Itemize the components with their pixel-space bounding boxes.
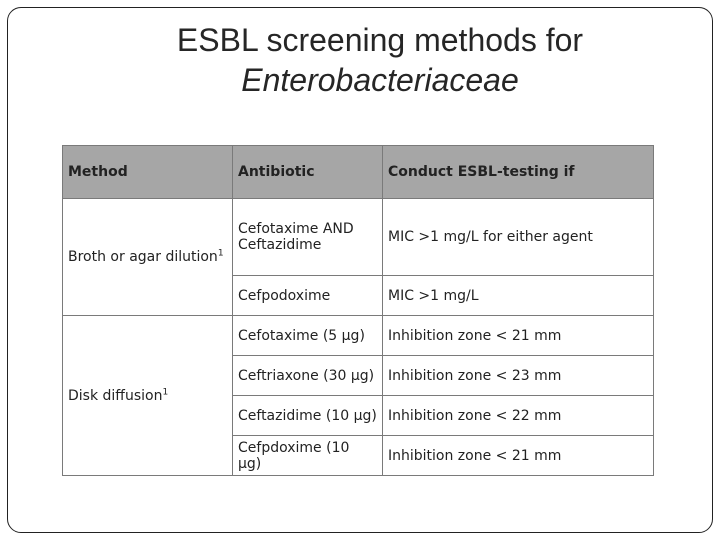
criterion-cell: Inhibition zone < 21 mm [383,316,654,356]
criterion-cell: MIC >1 mg/L [383,276,654,316]
antibiotic-cell: Cefotaxime (5 µg) [233,316,383,356]
table-header-row [63,146,654,199]
title-line-2: Enterobacteriaceae [241,62,519,98]
slide-title [0,20,720,100]
antibiotic-cell: Cefotaxime AND Ceftazidime [233,199,383,276]
header-method: Method [63,146,233,199]
method-label: Disk diffusion [68,387,163,404]
antibiotic-cell: Ceftazidime (10 µg) [233,396,383,436]
table-row [63,199,654,276]
table-row [63,316,654,356]
method-cell-disk [63,316,233,476]
criterion-cell: Inhibition zone < 22 mm [383,396,654,436]
criterion-cell: Inhibition zone < 21 mm [383,436,654,476]
method-cell-dilution [63,199,233,316]
antibiotic-cell: Cefpodoxime [233,276,383,316]
esbl-screening-table [62,145,654,476]
footnote-marker: 1 [217,248,224,259]
criterion-cell: MIC >1 mg/L for either agent [383,199,654,276]
title-line-1: ESBL screening methods for [176,22,584,58]
header-antibiotic: Antibiotic [233,146,383,199]
header-criterion: Conduct ESBL-testing if [383,146,654,199]
antibiotic-cell: Ceftriaxone (30 µg) [233,356,383,396]
criterion-cell: Inhibition zone < 23 mm [383,356,654,396]
footnote-marker: 1 [162,386,169,397]
antibiotic-cell: Cefpdoxime (10 µg) [233,436,383,476]
method-label: Broth or agar dilution [68,249,218,265]
